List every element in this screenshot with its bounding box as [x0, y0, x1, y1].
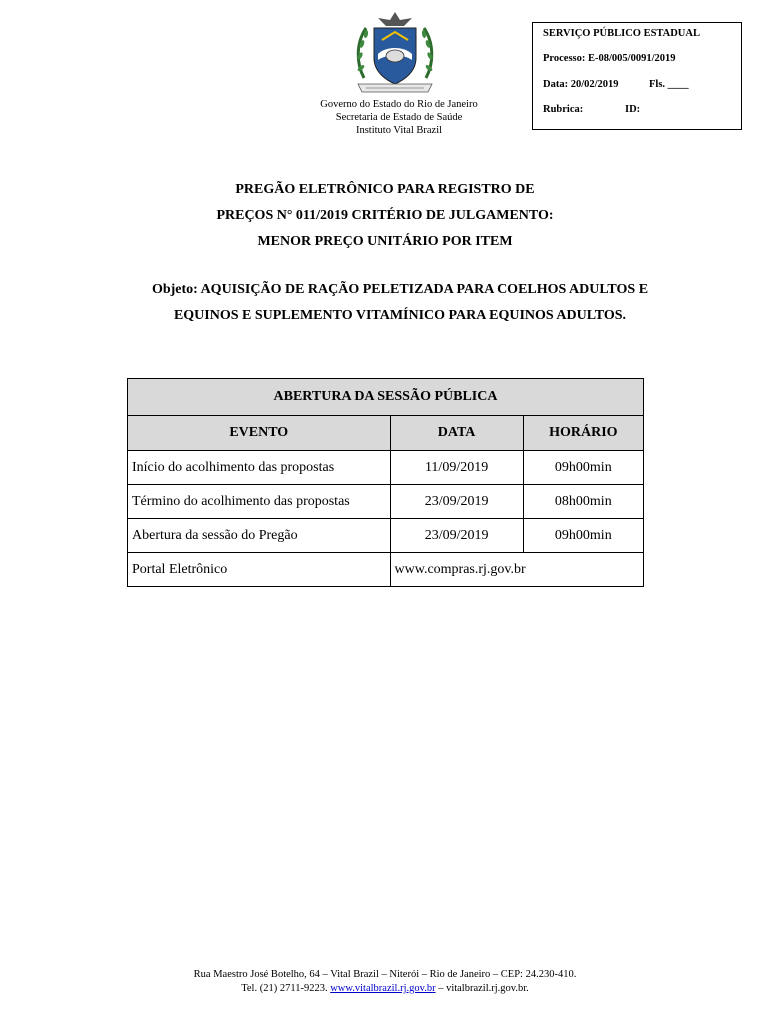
table-row [128, 451, 644, 485]
cell-data: 23/09/2019 [390, 485, 523, 519]
process-stamp-box [532, 22, 742, 130]
objeto-statement [110, 277, 690, 329]
footer-tel: Tel. (21) 2711-9223. [241, 983, 328, 994]
column-header-horario: HORÁRIO [523, 416, 643, 451]
title-line-1: PREGÃO ELETRÔNICO PARA REGISTRO DE [235, 182, 535, 197]
table-row [128, 485, 644, 519]
coat-of-arms-logo [352, 8, 438, 100]
institution-header [290, 98, 508, 137]
column-header-data: DATA [390, 416, 523, 451]
cell-evento: Término do acolhimento das propostas [128, 485, 391, 519]
title-line-3: MENOR PREÇO UNITÁRIO POR ITEM [257, 234, 513, 249]
column-header-evento: EVENTO [128, 416, 391, 451]
cell-evento: Abertura da sessão do Pregão [128, 519, 391, 553]
objeto-line-2: EQUINOS E SUPLEMENTO VITAMÍNICO PARA EQUINOS ADULTOS. [173, 308, 627, 323]
title-line-2: PREÇOS N° 011/2019 CRITÉRIO DE JULGAMENTO: [216, 208, 554, 223]
table-row-portal [128, 553, 644, 587]
stamp-title: SERVIÇO PÚBLICO ESTADUAL [543, 28, 700, 39]
stamp-data: Data: 20/02/2019 [543, 79, 619, 90]
table-header-row [128, 416, 644, 451]
cell-data: 23/09/2019 [390, 519, 523, 553]
stamp-id: ID: [625, 104, 641, 115]
table-title: ABERTURA DA SESSÃO PÚBLICA [128, 379, 644, 416]
stamp-fls: Fls. ____ [649, 79, 689, 90]
header-line-government: Governo do Estado do Rio de Janeiro [320, 99, 478, 110]
stamp-rubrica: Rubrica: [543, 104, 584, 115]
session-schedule-table [127, 378, 644, 587]
document-title [150, 177, 620, 255]
stamp-processo: Processo: E-08/005/0091/2019 [543, 53, 676, 64]
header-line-secretariat: Secretaria de Estado de Saúde [335, 112, 463, 123]
cell-portal-value: www.compras.rj.gov.br [390, 553, 643, 587]
page-footer [150, 968, 620, 996]
header-line-institute: Instituto Vital Brazil [355, 125, 443, 136]
footer-contact-line [150, 982, 620, 996]
cell-horario: 09h00min [523, 451, 643, 485]
cell-horario: 09h00min [523, 519, 643, 553]
cell-data: 11/09/2019 [390, 451, 523, 485]
footer-address: Rua Maestro José Botelho, 64 – Vital Brazil – Niterói – Rio de Janeiro – CEP: 24.230-410. [193, 969, 577, 980]
cell-horario: 08h00min [523, 485, 643, 519]
table-title-row [128, 379, 644, 416]
cell-evento: Início do acolhimento das propostas [128, 451, 391, 485]
footer-tail: – vitalbrazil.rj.gov.br. [438, 983, 529, 994]
cell-portal-label: Portal Eletrônico [128, 553, 391, 587]
table-row [128, 519, 644, 553]
footer-website-link[interactable]: www.vitalbrazil.rj.gov.br [330, 983, 436, 994]
objeto-line-1: Objeto: AQUISIÇÃO DE RAÇÃO PELETIZADA PARA COELHOS ADULTOS E [151, 282, 649, 297]
